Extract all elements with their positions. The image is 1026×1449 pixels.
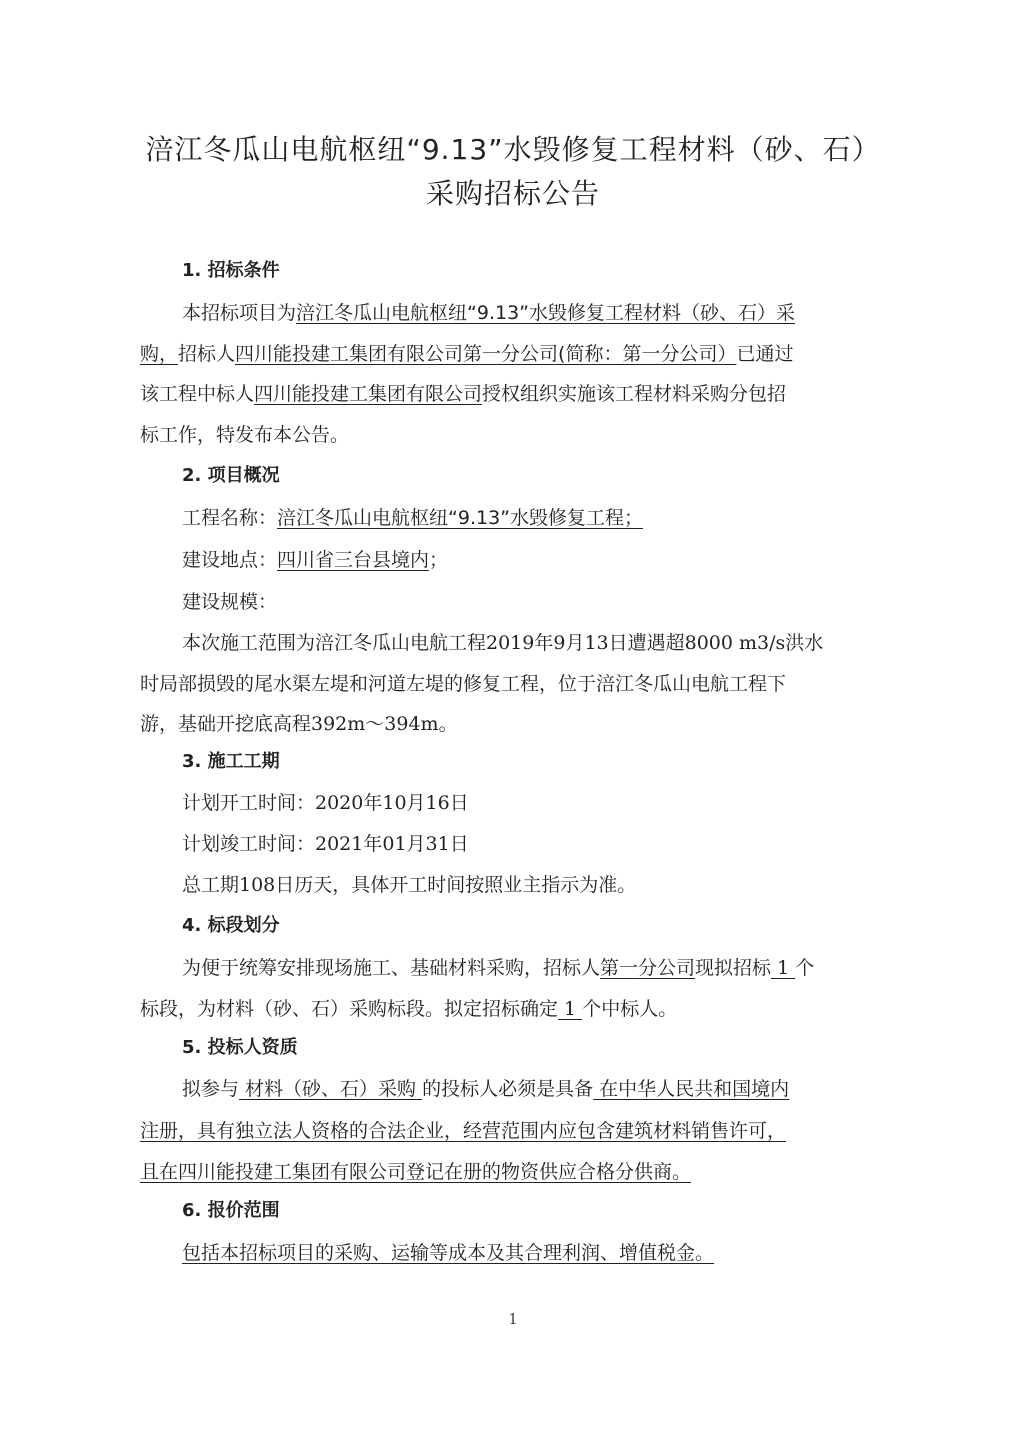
section-4-para-line-2 bbox=[140, 996, 880, 1022]
location-value: 四川省三台县境内 bbox=[277, 549, 430, 571]
material-underlined: 材料（砂、石）采购 bbox=[239, 1078, 423, 1100]
section-5-para-line-2 bbox=[140, 1118, 880, 1144]
text: 拟参与 bbox=[182, 1078, 240, 1100]
project-name-label: 工程名称： bbox=[182, 507, 278, 529]
section-1-para-line-3 bbox=[140, 381, 880, 407]
location-row bbox=[182, 547, 922, 573]
section-3-heading: 3. 施工工期 bbox=[182, 751, 280, 772]
section-count-underlined: 1 bbox=[771, 957, 796, 979]
text: 该工程中标人 bbox=[140, 383, 255, 405]
project-name-value: 涪江冬瓜山电航枢纽“9.13”水毁修复工程； bbox=[277, 507, 644, 529]
branch-name-underlined: 第一分公司 bbox=[600, 957, 696, 979]
section-2-heading: 2. 项目概况 bbox=[182, 465, 280, 486]
section-4-para-line-1 bbox=[182, 955, 922, 981]
title-line-2: 采购招标公告 bbox=[425, 177, 600, 210]
title-line-1: 涪江冬瓜山电航枢纽“9.13”水毁修复工程材料（砂、石） bbox=[145, 133, 881, 166]
qualification-underlined-1: 在中华人民共和国境内 bbox=[593, 1078, 790, 1100]
qualification-underlined-2: 注册，具有独立法人资格的合法企业，经营范围内应包含建筑材料销售许可， bbox=[140, 1120, 787, 1142]
planned-end-date: 计划竣工时间：2021年01月31日 bbox=[182, 833, 469, 855]
winner-name-underlined: 四川能投建工集团有限公司 bbox=[254, 383, 483, 405]
text: 个中标人。 bbox=[582, 998, 678, 1020]
planned-start-date: 计划开工时间：2020年10月16日 bbox=[182, 792, 469, 814]
location-label: 建设地点： bbox=[182, 549, 278, 571]
total-duration: 总工期108日历天，具体开工时间按照业主指示为准。 bbox=[182, 874, 637, 896]
section-5-para-line-1 bbox=[182, 1076, 922, 1102]
scale-para-line-3: 游，基础开挖底高程392m～394m。 bbox=[140, 713, 458, 735]
winner-count-underlined: 1 bbox=[558, 998, 583, 1020]
text: 授权组织实施该工程材料采购分包招 bbox=[482, 383, 787, 405]
text: 的投标人必须是具备 bbox=[422, 1078, 594, 1100]
text: 现拟招标 bbox=[695, 957, 772, 979]
scale-label: 建设规模： bbox=[182, 591, 278, 613]
section-1-para-line-1 bbox=[182, 300, 922, 326]
text: ； bbox=[429, 549, 449, 571]
section-1-heading: 1. 招标条件 bbox=[182, 260, 280, 281]
section-5-para-line-3 bbox=[140, 1159, 880, 1185]
project-name-underlined: 涪江冬瓜山电航枢纽“9.13”水毁修复工程材料（砂、石）采 bbox=[296, 302, 796, 324]
project-name-underlined-end: 购， bbox=[140, 343, 179, 365]
text: 本招标项目为 bbox=[182, 302, 297, 324]
text: 招标人 bbox=[178, 343, 236, 365]
section-6-heading: 6. 报价范围 bbox=[182, 1200, 280, 1221]
section-5-heading: 5. 投标人资质 bbox=[182, 1037, 298, 1058]
qualification-underlined-3: 且在四川能投建工集团有限公司登记在册的物资供应合格分供商。 bbox=[140, 1161, 692, 1183]
project-name-row bbox=[182, 505, 922, 531]
scale-para-line-1: 本次施工范围为涪江冬瓜山电航工程2019年9月13日遭遇超8000 m3/s洪水 bbox=[182, 632, 824, 654]
section-1-para-line-2 bbox=[140, 341, 880, 367]
page-number: 1 bbox=[508, 1310, 518, 1328]
scale-para-line-2: 时局部损毁的尾水渠左堤和河道左堤的修复工程，位于涪江冬瓜山电航工程下 bbox=[140, 673, 787, 695]
text: 标段，为材料（砂、石）采购标段。拟定招标确定 bbox=[140, 998, 559, 1020]
text: 个 bbox=[795, 957, 815, 979]
section-1-para-line-4: 标工作，特发布本公告。 bbox=[140, 424, 350, 446]
text: 已通过 bbox=[736, 343, 794, 365]
text: 为便于统筹安排现场施工、基础材料采购，招标人 bbox=[182, 957, 601, 979]
tenderer-name-underlined: 四川能投建工集团有限公司第一分公司(简称：第一分公司） bbox=[235, 343, 737, 365]
quote-scope-underlined: 包括本招标项目的采购、运输等成本及其合理利润、增值税金。 bbox=[182, 1242, 715, 1264]
section-4-heading: 4. 标段划分 bbox=[182, 915, 280, 936]
section-6-para bbox=[182, 1240, 922, 1266]
